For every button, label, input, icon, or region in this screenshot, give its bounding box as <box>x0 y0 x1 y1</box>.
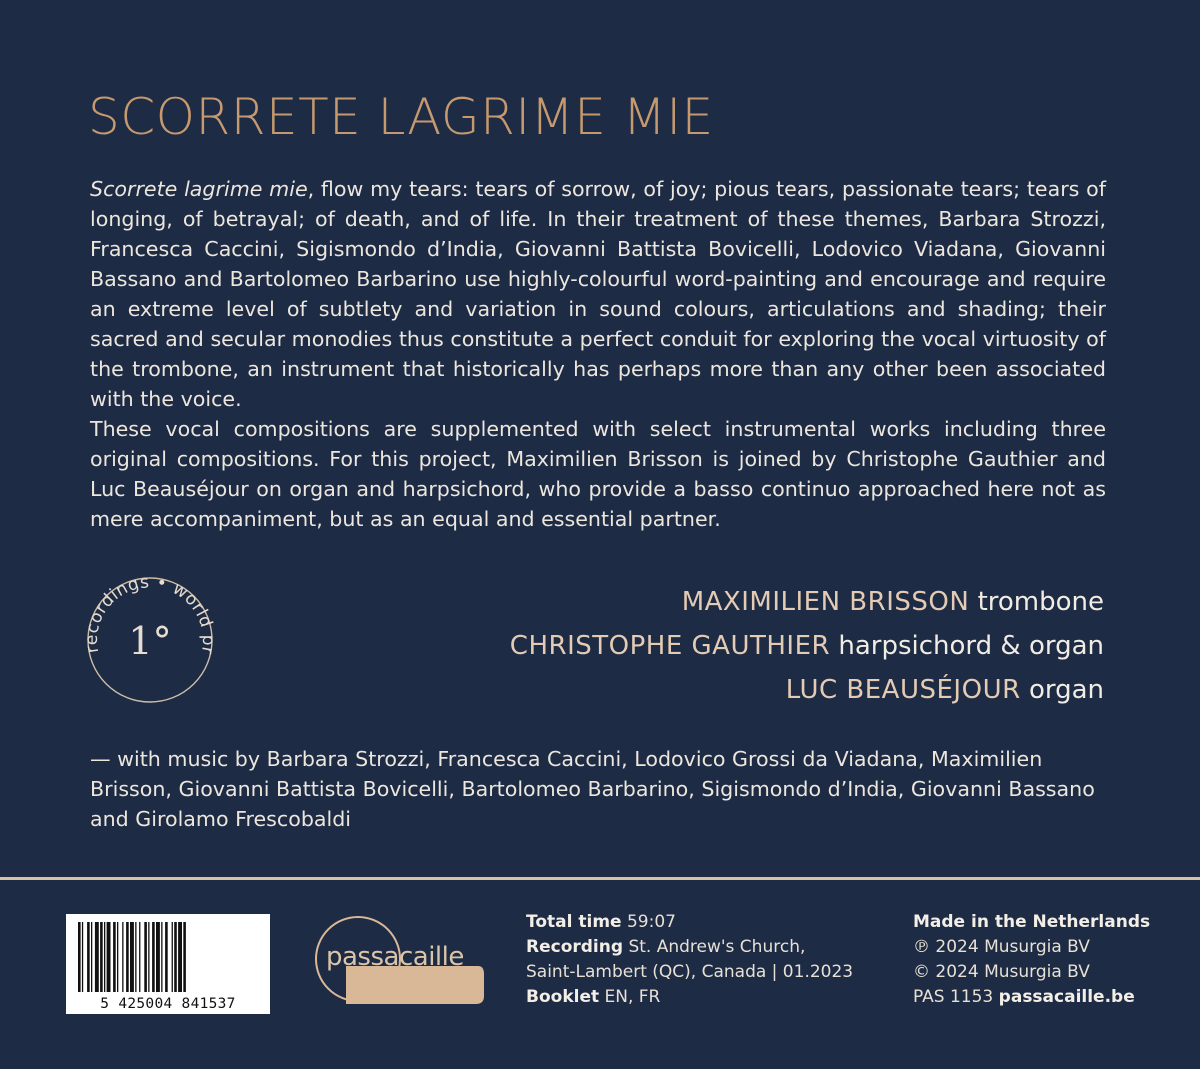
intro-text <box>90 174 1106 534</box>
barcode-bar <box>91 922 92 992</box>
composers-text: — with music by Barbara Strozzi, Francesca Caccini, Lodovico Grossi da Viadana, Maximilien Brisson, Giovanni Battista Bovicelli, Bartolomeo Barbarino, Sigismondo d’India, Giovanni Bassano and Girolamo Frescobaldi <box>90 747 1095 831</box>
copyright-text: © 2024 Musurgia BV <box>913 962 1090 982</box>
performer-row <box>344 668 1104 712</box>
booklet-label: Booklet <box>526 987 600 1007</box>
barcode-bar <box>165 922 168 992</box>
booklet-row <box>526 985 886 1010</box>
barcode-bar <box>178 922 182 992</box>
performer-role: harpsichord & organ <box>838 631 1104 661</box>
barcode-bar <box>78 922 81 992</box>
barcode-bar <box>135 922 136 992</box>
barcode <box>66 914 270 1014</box>
barcode-bar <box>117 922 118 992</box>
performer-name: MAXIMILIEN BRISSON <box>681 587 970 617</box>
performer-name: CHRISTOPHE GAUTHIER <box>509 631 831 661</box>
performer-role: organ <box>1028 675 1104 705</box>
recording-info <box>526 910 886 1010</box>
barcode-bar <box>148 922 149 992</box>
barcode-bar <box>161 922 162 992</box>
recording-label: Recording <box>526 937 624 957</box>
world-premiere-seal <box>80 570 220 710</box>
performer-row <box>344 580 1104 624</box>
album-title: SCORRETE LAGRIME MIE <box>88 88 714 146</box>
barcode-digits: 5 425004 841537 <box>100 996 236 1012</box>
seal-arc-text: recordings • world pr <box>81 572 219 656</box>
intro-paragraph-1 <box>90 174 1106 414</box>
label-name: passacaille <box>326 942 464 972</box>
barcode-bar <box>183 922 186 992</box>
footer-divider <box>0 877 1200 880</box>
intro-paragraph-2: These vocal compositions are supplemented with select instrumental works including three original compositions. For this project, Maximilien Brisson is joined by Christophe Gauthier and Luc Beauséjour on organ and harpsichord, who provide a basso continuo approached here not as mere accompaniment, but as an equal and essential partner. <box>90 417 1106 531</box>
recording-row-2: Saint-Lambert (QC), Canada | 01.2023 <box>526 962 854 982</box>
phonogram-text: ℗ 2024 Musurgia BV <box>913 937 1090 957</box>
barcode-bar <box>156 922 160 992</box>
website-text: passacaille.be <box>998 987 1135 1007</box>
catalog-number: PAS 1153 <box>913 987 994 1007</box>
performer-name: LUC BEAUSÉJOUR <box>785 675 1021 705</box>
barcode-bar <box>113 922 116 992</box>
publisher-info <box>913 910 1183 1010</box>
barcode-bar <box>82 922 83 992</box>
seal-icon <box>80 570 220 710</box>
recording-value: St. Andrew's Church, <box>628 937 806 957</box>
total-time-row <box>526 910 886 935</box>
intro-paragraph-1-text: , flow my tears: tears of sorrow, of joy; pious tears, passionate tears; tears of longing, of betrayal; of death, and of life. In their treatment of these themes, Barbara Strozzi, Francesca Caccini, Sigismondo d’India, Giovanni Battista Bovicelli, Lodovico Viadana, Giovanni Bassano and Bartolomeo Barbarino use highly-colourful word-painting and encourage and require an extreme level of subtlety and variation in sound colours, articulations and shading; their sacred and secular monodies thus constitute a perfect conduit for exploring the vocal virtuosity of the trombone, an instrument that historically has perhaps more than any other been associated with the voice. <box>90 177 1106 411</box>
barcode-bar <box>172 922 173 992</box>
made-in-text: Made in the Netherlands <box>913 912 1151 932</box>
booklet-value: EN, FR <box>604 987 661 1007</box>
barcode-bar <box>126 922 129 992</box>
performer-role: trombone <box>977 587 1104 617</box>
seal-center-text: 1° <box>128 619 172 663</box>
barcode-bars <box>66 914 270 996</box>
recording-row <box>526 935 886 960</box>
total-time-label: Total time <box>526 912 622 932</box>
barcode-bar <box>104 922 105 992</box>
barcode-bar <box>139 922 140 992</box>
barcode-bar <box>122 922 123 992</box>
intro-italic-title: Scorrete lagrime mie <box>90 177 308 201</box>
barcode-bar <box>152 922 155 992</box>
barcode-bar <box>95 922 99 992</box>
barcode-bar <box>107 922 111 992</box>
total-time-value: 59:07 <box>626 912 676 932</box>
barcode-bar <box>174 922 177 992</box>
barcode-bar <box>100 922 103 992</box>
barcode-bar <box>87 922 90 992</box>
barcode-bar <box>144 922 147 992</box>
performers-list <box>344 580 1104 712</box>
performer-row <box>344 624 1104 668</box>
barcode-bar <box>130 922 134 992</box>
catalog-row <box>913 985 1183 1010</box>
